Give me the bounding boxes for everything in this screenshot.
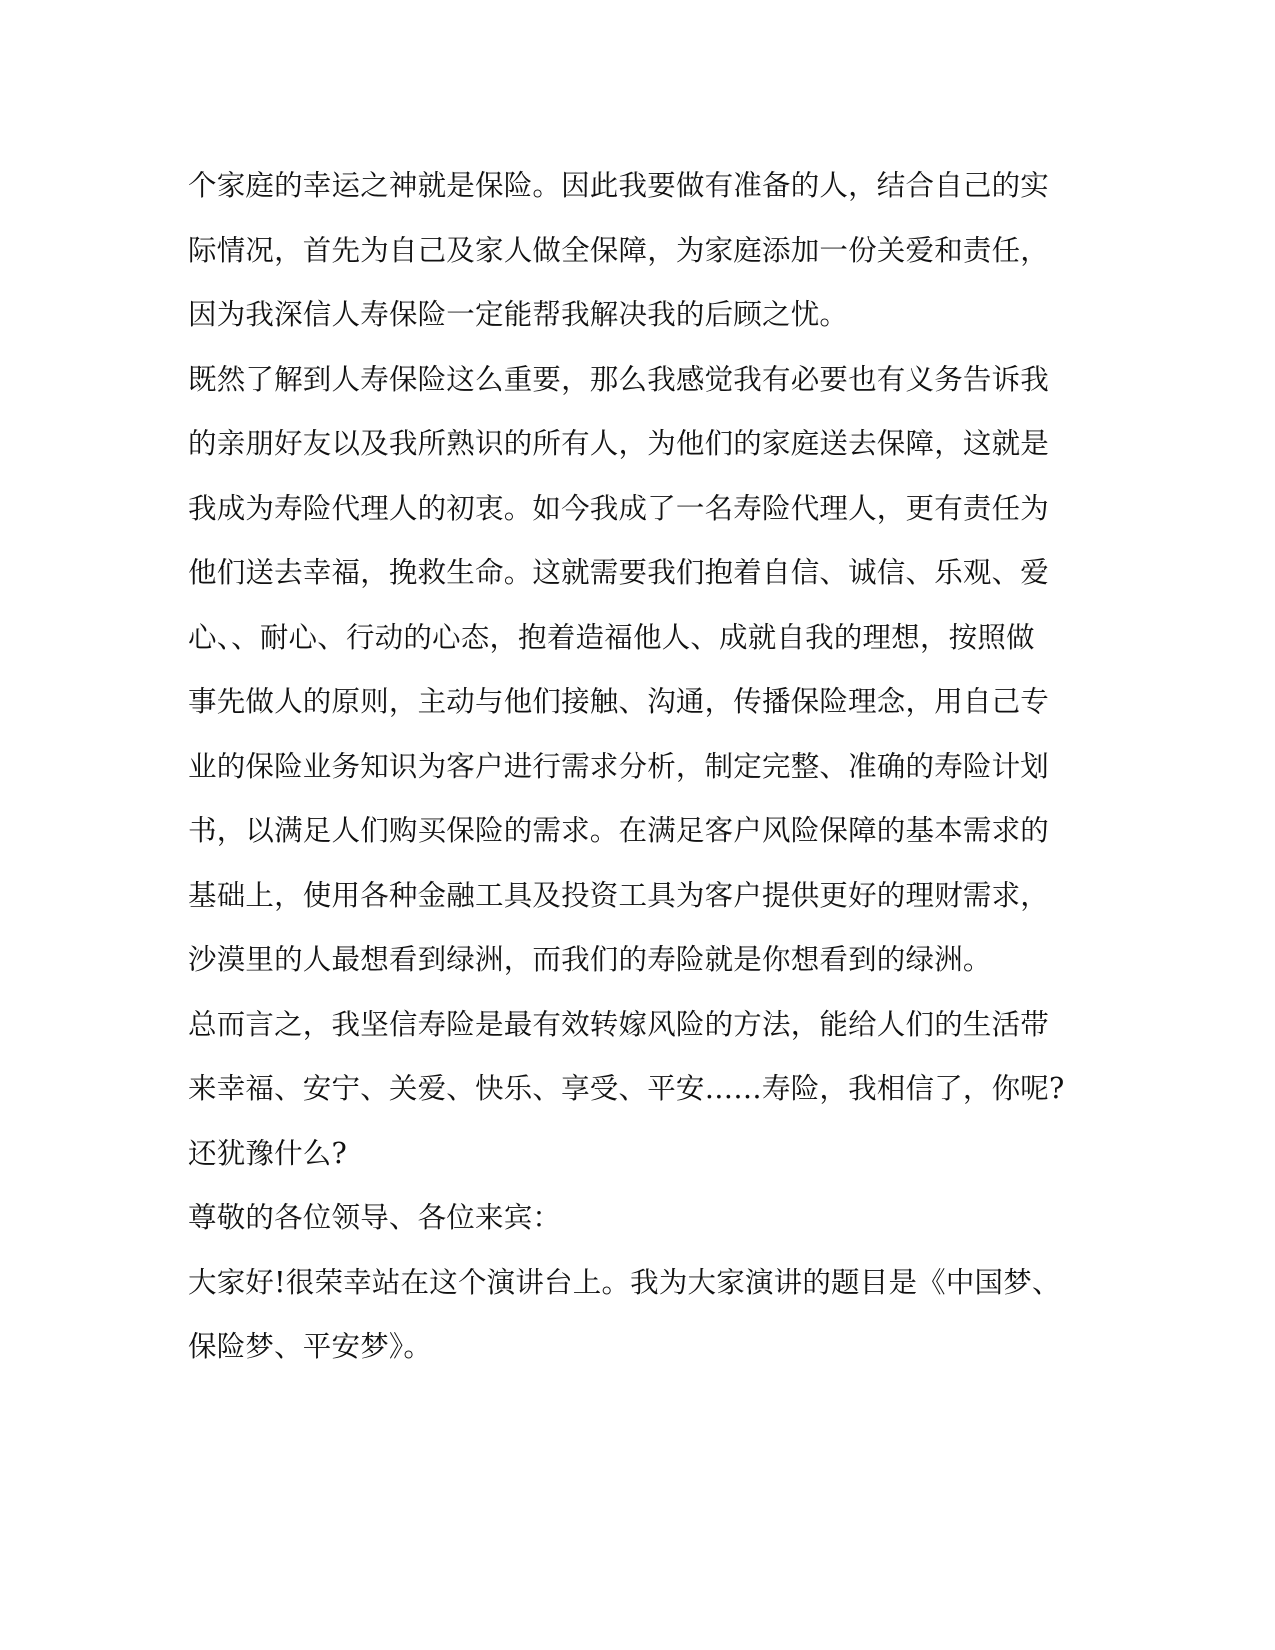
text-line: 业的保险业务知识为客户进行需求分析，制定完整、准确的寿险计划 <box>188 749 1050 783</box>
text-line: 因为我深信人寿保险一定能帮我解决我的后顾之忧。 <box>188 298 849 331</box>
paragraph-5 <box>188 1186 1088 1251</box>
text-line: 我成为寿险代理人的初衷。如今我成了一名寿险代理人，更有责任为 <box>188 491 1050 525</box>
text-line: 书，以满足人们购买保险的需求。在满足客户风险保障的基本需求的 <box>188 814 1050 847</box>
paragraph-1 <box>188 154 1088 348</box>
text-line: 来幸福、安宁、关爱、快乐、享受、平安……寿险，我相信了，你呢? <box>188 1072 1065 1105</box>
text-line: 还犹豫什么? <box>188 1136 347 1170</box>
text-line: 尊敬的各位领导、各位来宾： <box>188 1201 562 1234</box>
paragraph-4 <box>188 993 1088 1187</box>
text-line: 他们送去幸福，挽救生命。这就需要我们抱着自信、诚信、乐观、爱 <box>188 556 1050 589</box>
document-page <box>188 154 1088 1380</box>
paragraph-6 <box>188 1251 1088 1380</box>
text-line: 的亲朋好友以及我所熟识的所有人，为他们的家庭送去保障，这就是 <box>188 427 1050 460</box>
text-line: 保险梦、平安梦》。 <box>188 1330 433 1363</box>
text-line: 既然了解到人寿保险这么重要，那么我感觉我有必要也有义务告诉我 <box>188 362 1050 396</box>
text-line: 基础上，使用各种金融工具及投资工具为客户提供更好的理财需求， <box>188 878 1050 912</box>
text-line: 个家庭的幸运之神就是保险。因此我要做有准备的人，结合自己的实 <box>188 169 1050 202</box>
paragraph-3 <box>188 928 1088 993</box>
text-line: 大家好!很荣幸站在这个演讲台上。我为大家演讲的题目是《中国梦、 <box>188 1265 1061 1299</box>
text-line: 总而言之，我坚信寿险是最有效转嫁风险的方法，能给人们的生活带 <box>188 1007 1050 1041</box>
paragraph-2 <box>188 348 1088 929</box>
text-line: 际情况，首先为自己及家人做全保障，为家庭添加一份关爱和责任， <box>188 233 1050 267</box>
text-line: 沙漠里的人最想看到绿洲，而我们的寿险就是你想看到的绿洲。 <box>188 943 992 976</box>
text-line: 事先做人的原则，主动与他们接触、沟通，传播保险理念，用自己专 <box>188 685 1050 718</box>
text-line: 心、、耐心、行动的心态，抱着造福他人、成就自我的理想，按照做 <box>188 620 1035 654</box>
